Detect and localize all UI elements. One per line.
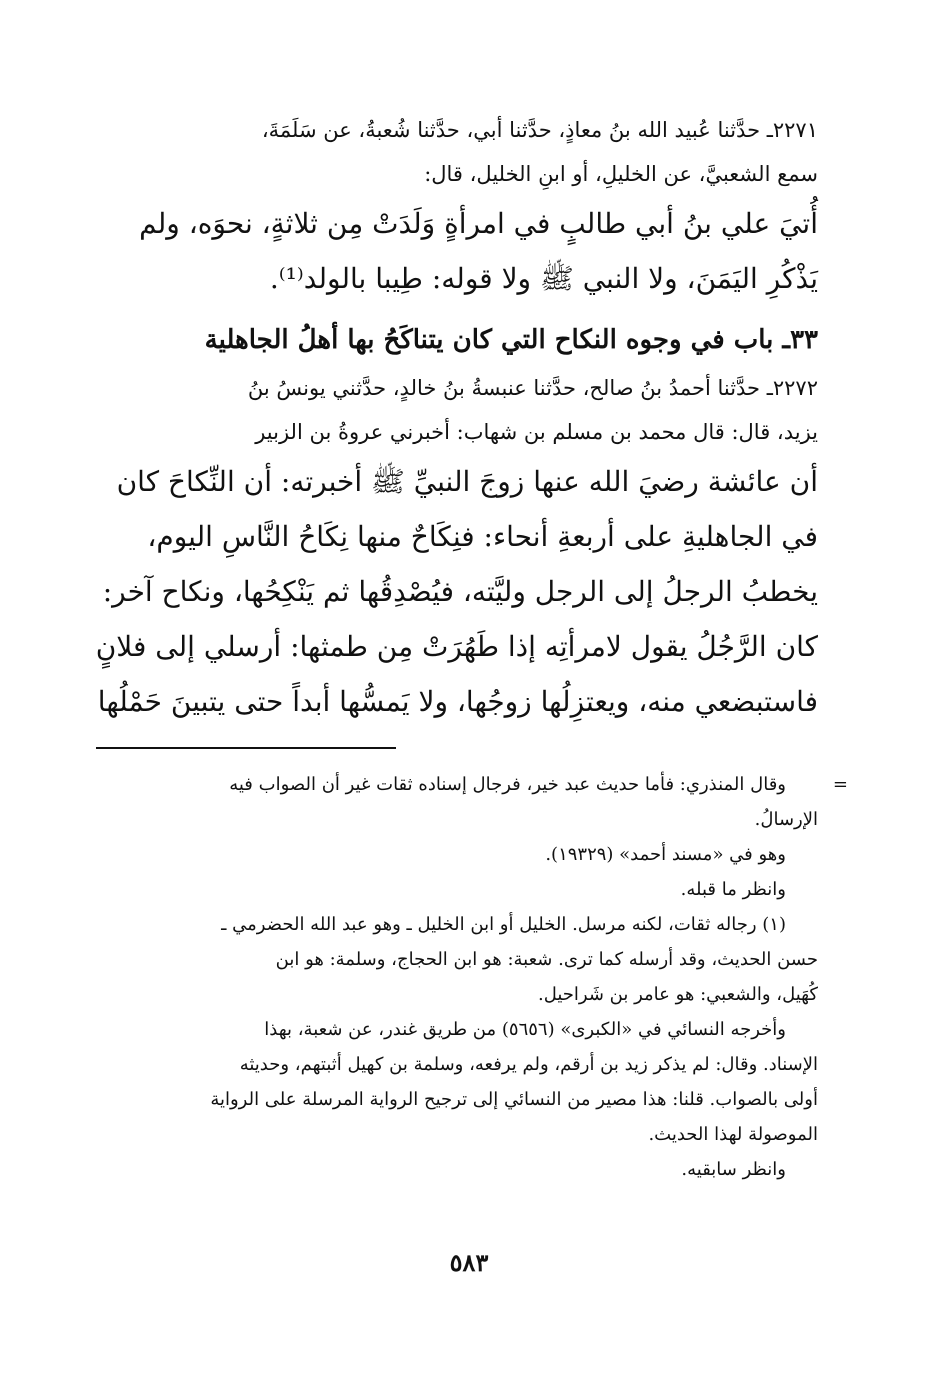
isnad-line: يزيد، قال: قال محمد بن مسلم بن شهاب: أخبرني عروةُ بن الزبير xyxy=(255,420,818,444)
matn-line: أن عائشة رضيَ الله عنها زوجَ النبيِّ ﷺ أخبرته: أن النِّكاحَ كان xyxy=(116,465,818,498)
isnad-line: ٢٢٧١ـ حدَّثنا عُبيد الله بنُ معاذٍ، حدَّثنا أبي، حدَّثنا شُعبةُ، عن سَلَمَةَ، xyxy=(261,118,818,142)
matn-line: فاستبضعي منه، ويعتزِلُها زوجُها، ولا يَمسُّها أبداً حتى يتبينَ حَمْلُها xyxy=(97,685,818,718)
footnotes xyxy=(96,767,848,1187)
hadith-2271 xyxy=(96,108,818,306)
footnote-line: وهو في «مسند أحمد» (١٩٣٢٩). xyxy=(545,844,786,865)
footnote-line: أولى بالصواب. قلنا: هذا مصير من النسائي إلى ترجيح الرواية المرسلة على الرواية xyxy=(210,1089,818,1110)
matn-line: يخطبُ الرجلُ إلى الرجل وليَّته، فيُصْدِقُها ثم يَنْكِحُها، ونكاح آخر: xyxy=(102,575,818,608)
footnote-line: وانظر ما قبله. xyxy=(680,879,786,900)
footnote-line: الإرسالُ. xyxy=(754,809,818,830)
footnote-line: الموصولة لهذا الحديث. xyxy=(648,1124,818,1145)
matn-line: أُتيَ علي بنُ أبي طالبٍ في امرأةٍ وَلَدَتْ مِن ثلاثةٍ، نحوَه، ولم xyxy=(139,207,818,240)
footnote-line: كُهَيل، والشعبي: هو عامر بن شَراحيل. xyxy=(538,984,818,1005)
footnote-divider xyxy=(96,747,396,749)
continuation-mark: = xyxy=(832,774,848,795)
footnote-line: الإسناد. وقال: لم يذكر زيد بن أرقم، ولم يرفعه، وسلمة بن كهيل أثبتهم، وحديثه xyxy=(239,1054,818,1075)
footnote-line: (١) رجاله ثقات، لكنه مرسل. الخليل أو ابن الخليل ـ وهو عبد الله الحضرمي ـ xyxy=(221,914,786,935)
isnad-line: ٢٢٧٢ـ حدَّثنا أحمدُ بنُ صالح، حدَّثنا عنبسةُ بنُ خالدٍ، حدَّثني يونسُ بنُ xyxy=(247,376,818,400)
footnote-line: وأخرجه النسائي في «الكبرى» (٥٦٥٦) من طريق غندر، عن شعبة، بهذا xyxy=(264,1019,786,1040)
hadith-2272 xyxy=(96,366,818,729)
footnote-text: وقال المنذري: فأما حديث عبد خير، فرجال إسناده ثقات غير أن الصواب فيه xyxy=(229,774,786,795)
isnad-line: سمع الشعبيَّ، عن الخليلِ، أو ابنِ الخليل، قال: xyxy=(424,162,818,186)
footnote-line xyxy=(96,767,848,802)
page-number: ٥٨٣ xyxy=(449,1248,489,1277)
footnote-line: حسن الحديث، وقد أرسله كما ترى. شعبة: هو ابن الحجاج، وسلمة: هو ابن xyxy=(275,949,818,970)
matn-line: يَذْكُرِ اليَمَنَ، ولا النبي ﷺ ولا قوله: طِيبا بالولد⁽¹⁾. xyxy=(269,262,818,295)
page-body xyxy=(95,108,848,1187)
matn-line: كان الرَّجُلُ يقول لامرأتِه إذا طَهُرَتْ مِن طمثها: أرسلي إلى فلانٍ xyxy=(95,630,818,663)
footnote-line: وانظر سابقيه. xyxy=(681,1159,786,1180)
matn-line: في الجاهليةِ على أربعةِ أنحاء: فنِكَاحٌ منها نِكَاحُ النَّاسِ اليوم، xyxy=(147,520,818,553)
chapter-heading: ٣٣ـ باب في وجوه النكاح التي كان يتناكَحُ بها أهلُ الجاهلية xyxy=(204,325,818,355)
